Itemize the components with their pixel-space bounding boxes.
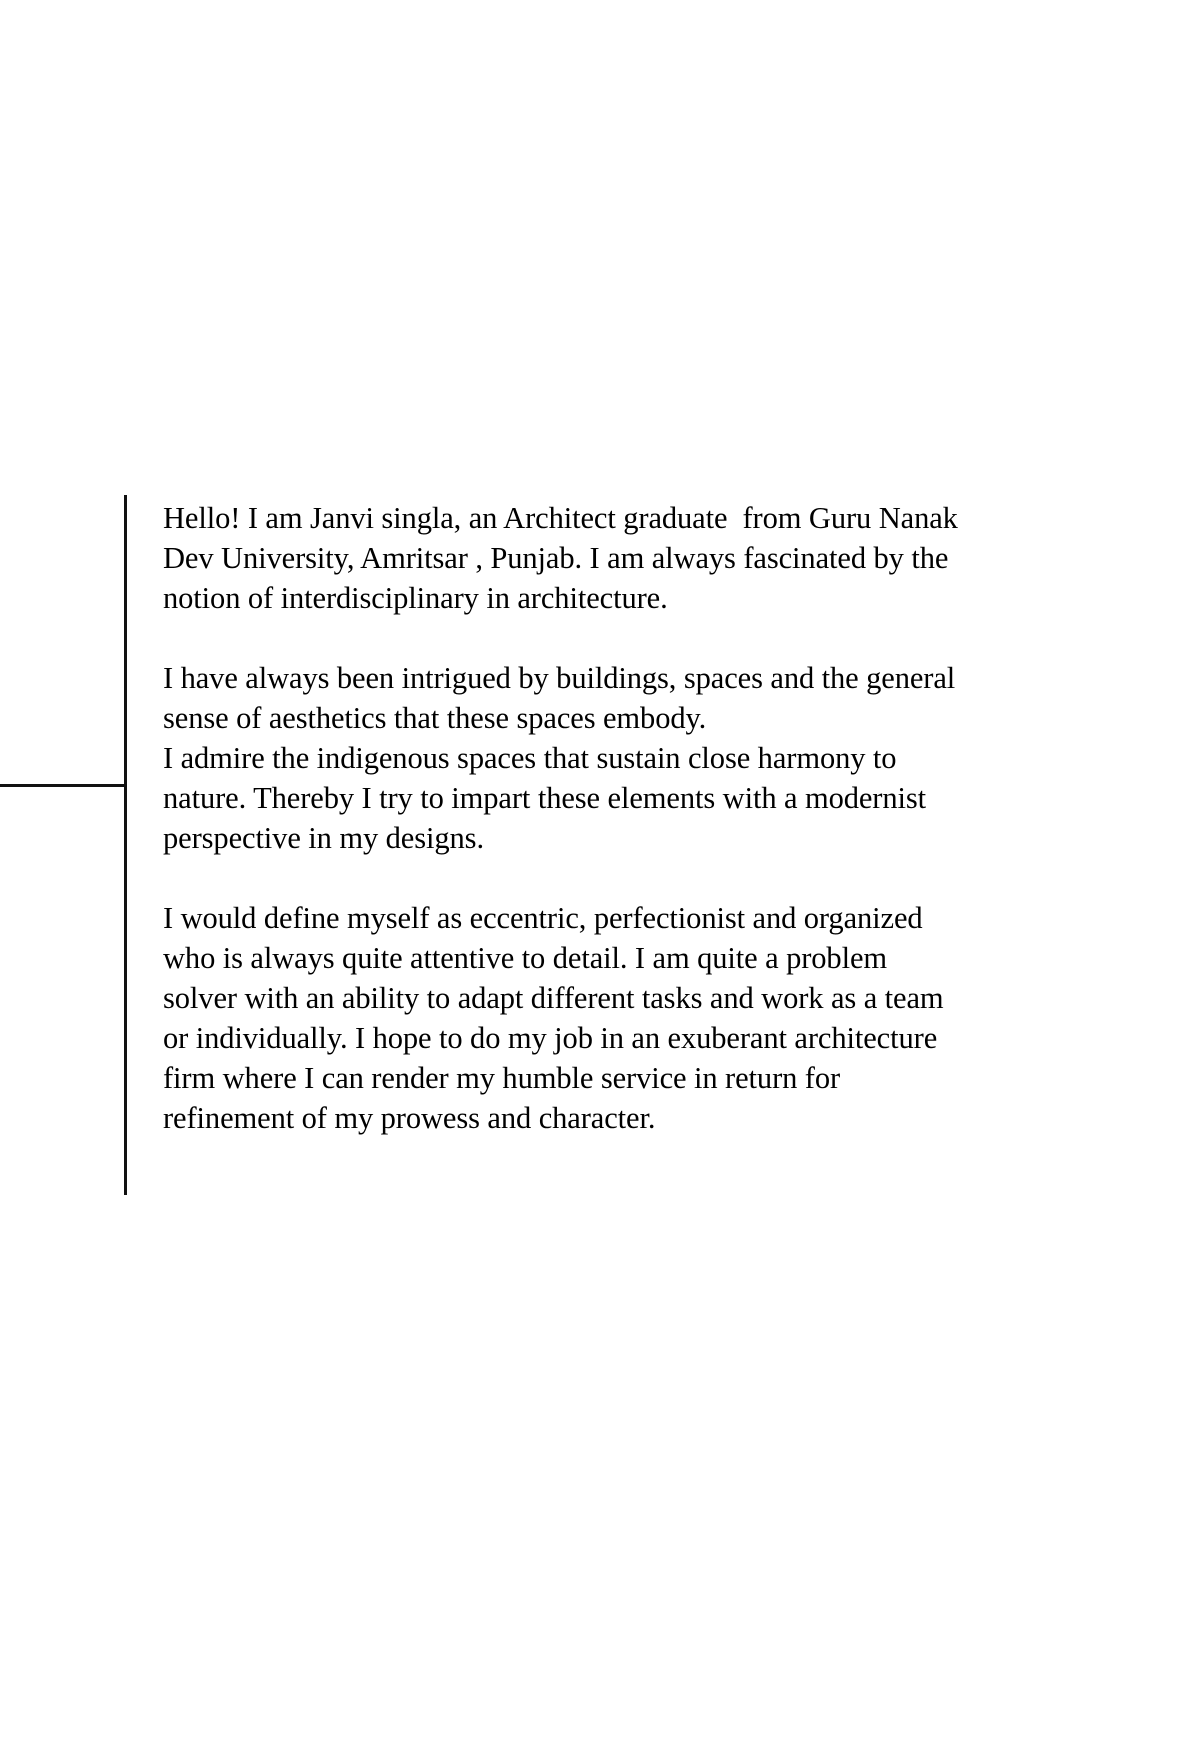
paragraph-interests-a: I have always been intrigued by buildings, spaces and the general sense of aesthetics that these spaces embody. xyxy=(163,661,963,735)
paragraph-interests-b: I admire the indigenous spaces that sustain close harmony to nature. Thereby I try to impart these elements with a modernist perspective in my designs. xyxy=(163,741,934,855)
paragraph-self-description: I would define myself as eccentric, perfectionist and organized who is always quite attentive to detail. I am quite a problem solver with an ability to adapt different tasks and work as a team or individually. I hope to do my job in an exuberant architecture firm where I can render my humble service in return for refinement of my prowess and character. xyxy=(163,901,952,1135)
statement-text-block xyxy=(163,498,966,1138)
vertical-rule-decoration xyxy=(124,495,127,1195)
paragraph-intro: Hello! I am Janvi singla, an Architect graduate from Guru Nanak Dev University, Amritsar , Punjab. I am always fascinated by the notion of interdisciplinary in architecture. xyxy=(163,501,966,615)
horizontal-rule-decoration xyxy=(0,784,126,787)
